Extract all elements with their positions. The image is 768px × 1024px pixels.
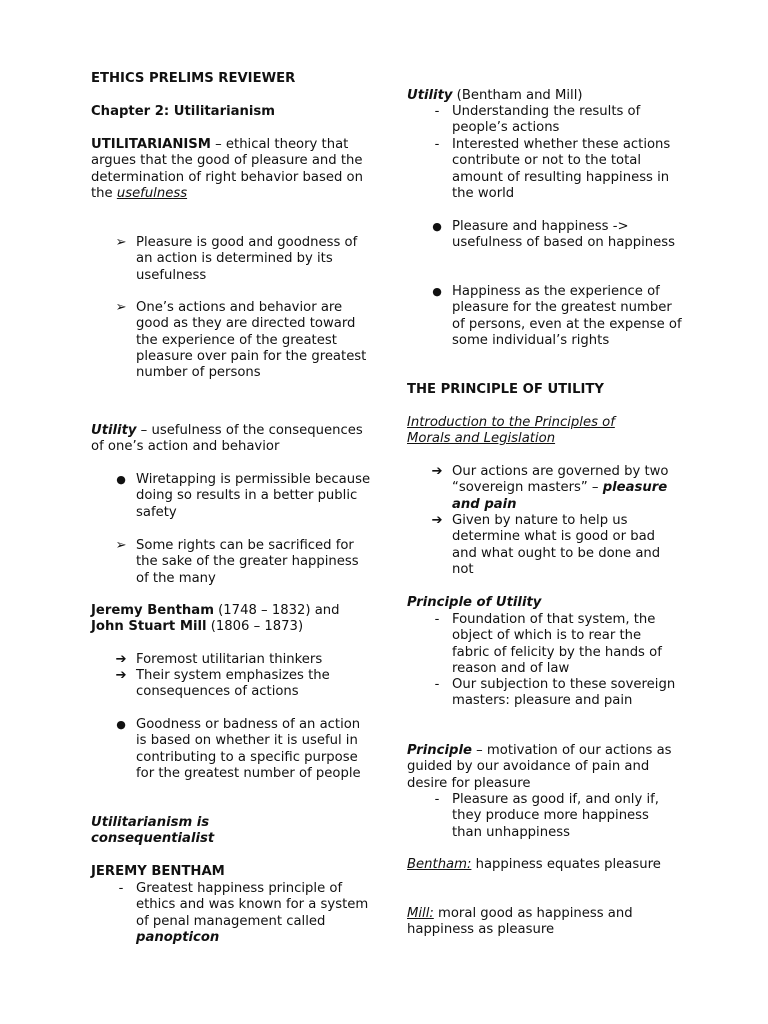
list-item	[434, 137, 682, 202]
bold-arrow-bullet-icon: ➔	[115, 668, 127, 683]
bentham-years: (1748 – 1832) and	[213, 603, 340, 618]
list-item	[115, 652, 371, 668]
definition-term: UTILITARIANISM	[91, 137, 211, 152]
round-bullet-icon: ●	[116, 473, 126, 486]
document-title: ETHICS PRELIMS REVIEWER	[91, 71, 296, 86]
list-item-text: Goodness or badness of an action is based on whether it is useful in contributing to a specific purpose for the greatest number of people	[136, 717, 361, 781]
list-item-text: Our subjection to these sovereign masters: pleasure and pain	[452, 677, 676, 709]
round-bullet-icon: ●	[432, 285, 442, 298]
list-item-text: Foundation of that system, the object of which is to rear the fabric of felicity by the hands of reason and of law	[452, 612, 662, 676]
round-bullet-icon: ●	[116, 718, 126, 731]
list-item-text: Interested whether these actions contribute or not to the total amount of resulting happiness in the world	[452, 137, 671, 201]
jeremy-bentham-heading: JEREMY BENTHAM	[91, 864, 225, 879]
bentham-view	[407, 857, 682, 873]
list-item	[116, 472, 371, 521]
consequentialist-heading: Utilitarianism is consequentialist	[91, 815, 215, 847]
mill-text: moral good as happiness and happiness as pleasure	[407, 906, 633, 938]
list-item	[431, 513, 682, 578]
list-item	[116, 717, 371, 782]
chapter-heading: Chapter 2: Utilitarianism	[91, 104, 275, 119]
dash-bullet-icon: -	[434, 677, 440, 692]
principle-definition	[407, 743, 682, 792]
panopticon-term: panopticon	[136, 929, 220, 945]
arrowhead-bullet-icon: ➢	[115, 235, 127, 250]
bentham-text: happiness equates pleasure	[471, 857, 661, 872]
list-item	[432, 219, 682, 252]
list-item-text: Our actions are governed by two “sovereign masters” –	[452, 464, 669, 496]
list-item	[434, 792, 682, 841]
bentham-name: Jeremy Bentham	[91, 603, 214, 618]
list-item-text: Pleasure as good if, and only if, they produce more happiness than unhappiness	[452, 792, 659, 840]
definition-text: – ethical theory that argues that the good of pleasure and the determination of right behavior based on the	[91, 137, 363, 201]
definition-term-usefulness: usefulness	[116, 185, 188, 201]
bentham-label: Bentham:	[407, 857, 472, 872]
arrowhead-bullet-icon: ➢	[115, 300, 127, 315]
list-item	[432, 284, 682, 349]
list-item-text: One’s actions and behavior are good as they are directed toward the experience of the greatest pleasure over pain for the greatest number of persons	[136, 300, 367, 381]
list-item-text: Pleasure and happiness -> usefulness of based on happiness	[452, 219, 675, 251]
list-item-text: Some rights can be sacrificed for the sake of the greater happiness of the many	[136, 538, 359, 586]
thinkers-paragraph	[91, 603, 371, 636]
bold-arrow-bullet-icon: ➔	[431, 464, 443, 479]
list-item	[118, 881, 371, 946]
list-item	[431, 464, 682, 513]
list-item-text: Their system emphasizes the consequences of actions	[136, 668, 330, 700]
dash-bullet-icon: -	[434, 612, 440, 627]
mill-name: John Stuart Mill	[91, 619, 207, 635]
list-item	[434, 612, 682, 677]
introduction-title: Introduction to the Principles of Morals and Legislation	[407, 415, 615, 447]
round-bullet-icon: ●	[432, 220, 442, 233]
principle-of-utility-heading: THE PRINCIPLE OF UTILITY	[407, 382, 604, 397]
utility-names: (Bentham and Mill)	[452, 88, 583, 103]
list-item-text: Happiness as the experience of pleasure for the greatest number of persons, even at the expense of some individual’s rights	[452, 284, 682, 348]
bold-arrow-bullet-icon: ➔	[115, 652, 127, 667]
utility-term: Utility	[407, 88, 453, 103]
pleasure-and-pain-term: pleasure and pain	[452, 480, 668, 512]
list-item-text: Understanding the results of people’s actions	[452, 104, 641, 136]
list-item	[115, 235, 371, 284]
dash-bullet-icon: -	[434, 137, 440, 152]
dash-bullet-icon: -	[434, 104, 440, 119]
utility-definition	[91, 423, 371, 456]
list-item-text: Wiretapping is permissible because doing so results in a better public safety	[136, 472, 371, 520]
utilitarianism-definition	[91, 137, 371, 202]
list-item-text: Greatest happiness principle of ethics and was known for a system of penal management called	[136, 881, 369, 929]
list-item	[115, 668, 371, 701]
list-item	[115, 300, 371, 381]
dash-bullet-icon: -	[434, 792, 440, 807]
principle-text: – motivation of our actions as guided by our avoidance of pain and desire for pleasure	[407, 743, 672, 791]
principle-term: Principle	[407, 743, 472, 758]
arrowhead-bullet-icon: ➢	[115, 538, 127, 553]
list-item-text: Given by nature to help us determine what is good or bad and what ought to be done and not	[452, 513, 661, 577]
mill-view	[407, 906, 682, 939]
mill-years: (1806 – 1873)	[206, 619, 304, 635]
principle-of-utility-subheading: Principle of Utility	[407, 595, 542, 610]
utility-heading	[407, 88, 682, 104]
dash-bullet-icon: -	[118, 881, 124, 896]
mill-label: Mill:	[407, 906, 434, 921]
utility-text: – usefulness of the consequences of one’s action and behavior	[91, 423, 363, 455]
list-item	[115, 538, 371, 587]
list-item-text: Pleasure is good and goodness of an action is determined by its usefulness	[136, 235, 358, 283]
utility-term: Utility	[91, 423, 137, 438]
list-item	[434, 104, 682, 137]
list-item-text: Foremost utilitarian thinkers	[136, 652, 323, 667]
bold-arrow-bullet-icon: ➔	[431, 513, 443, 528]
list-item	[434, 677, 682, 710]
